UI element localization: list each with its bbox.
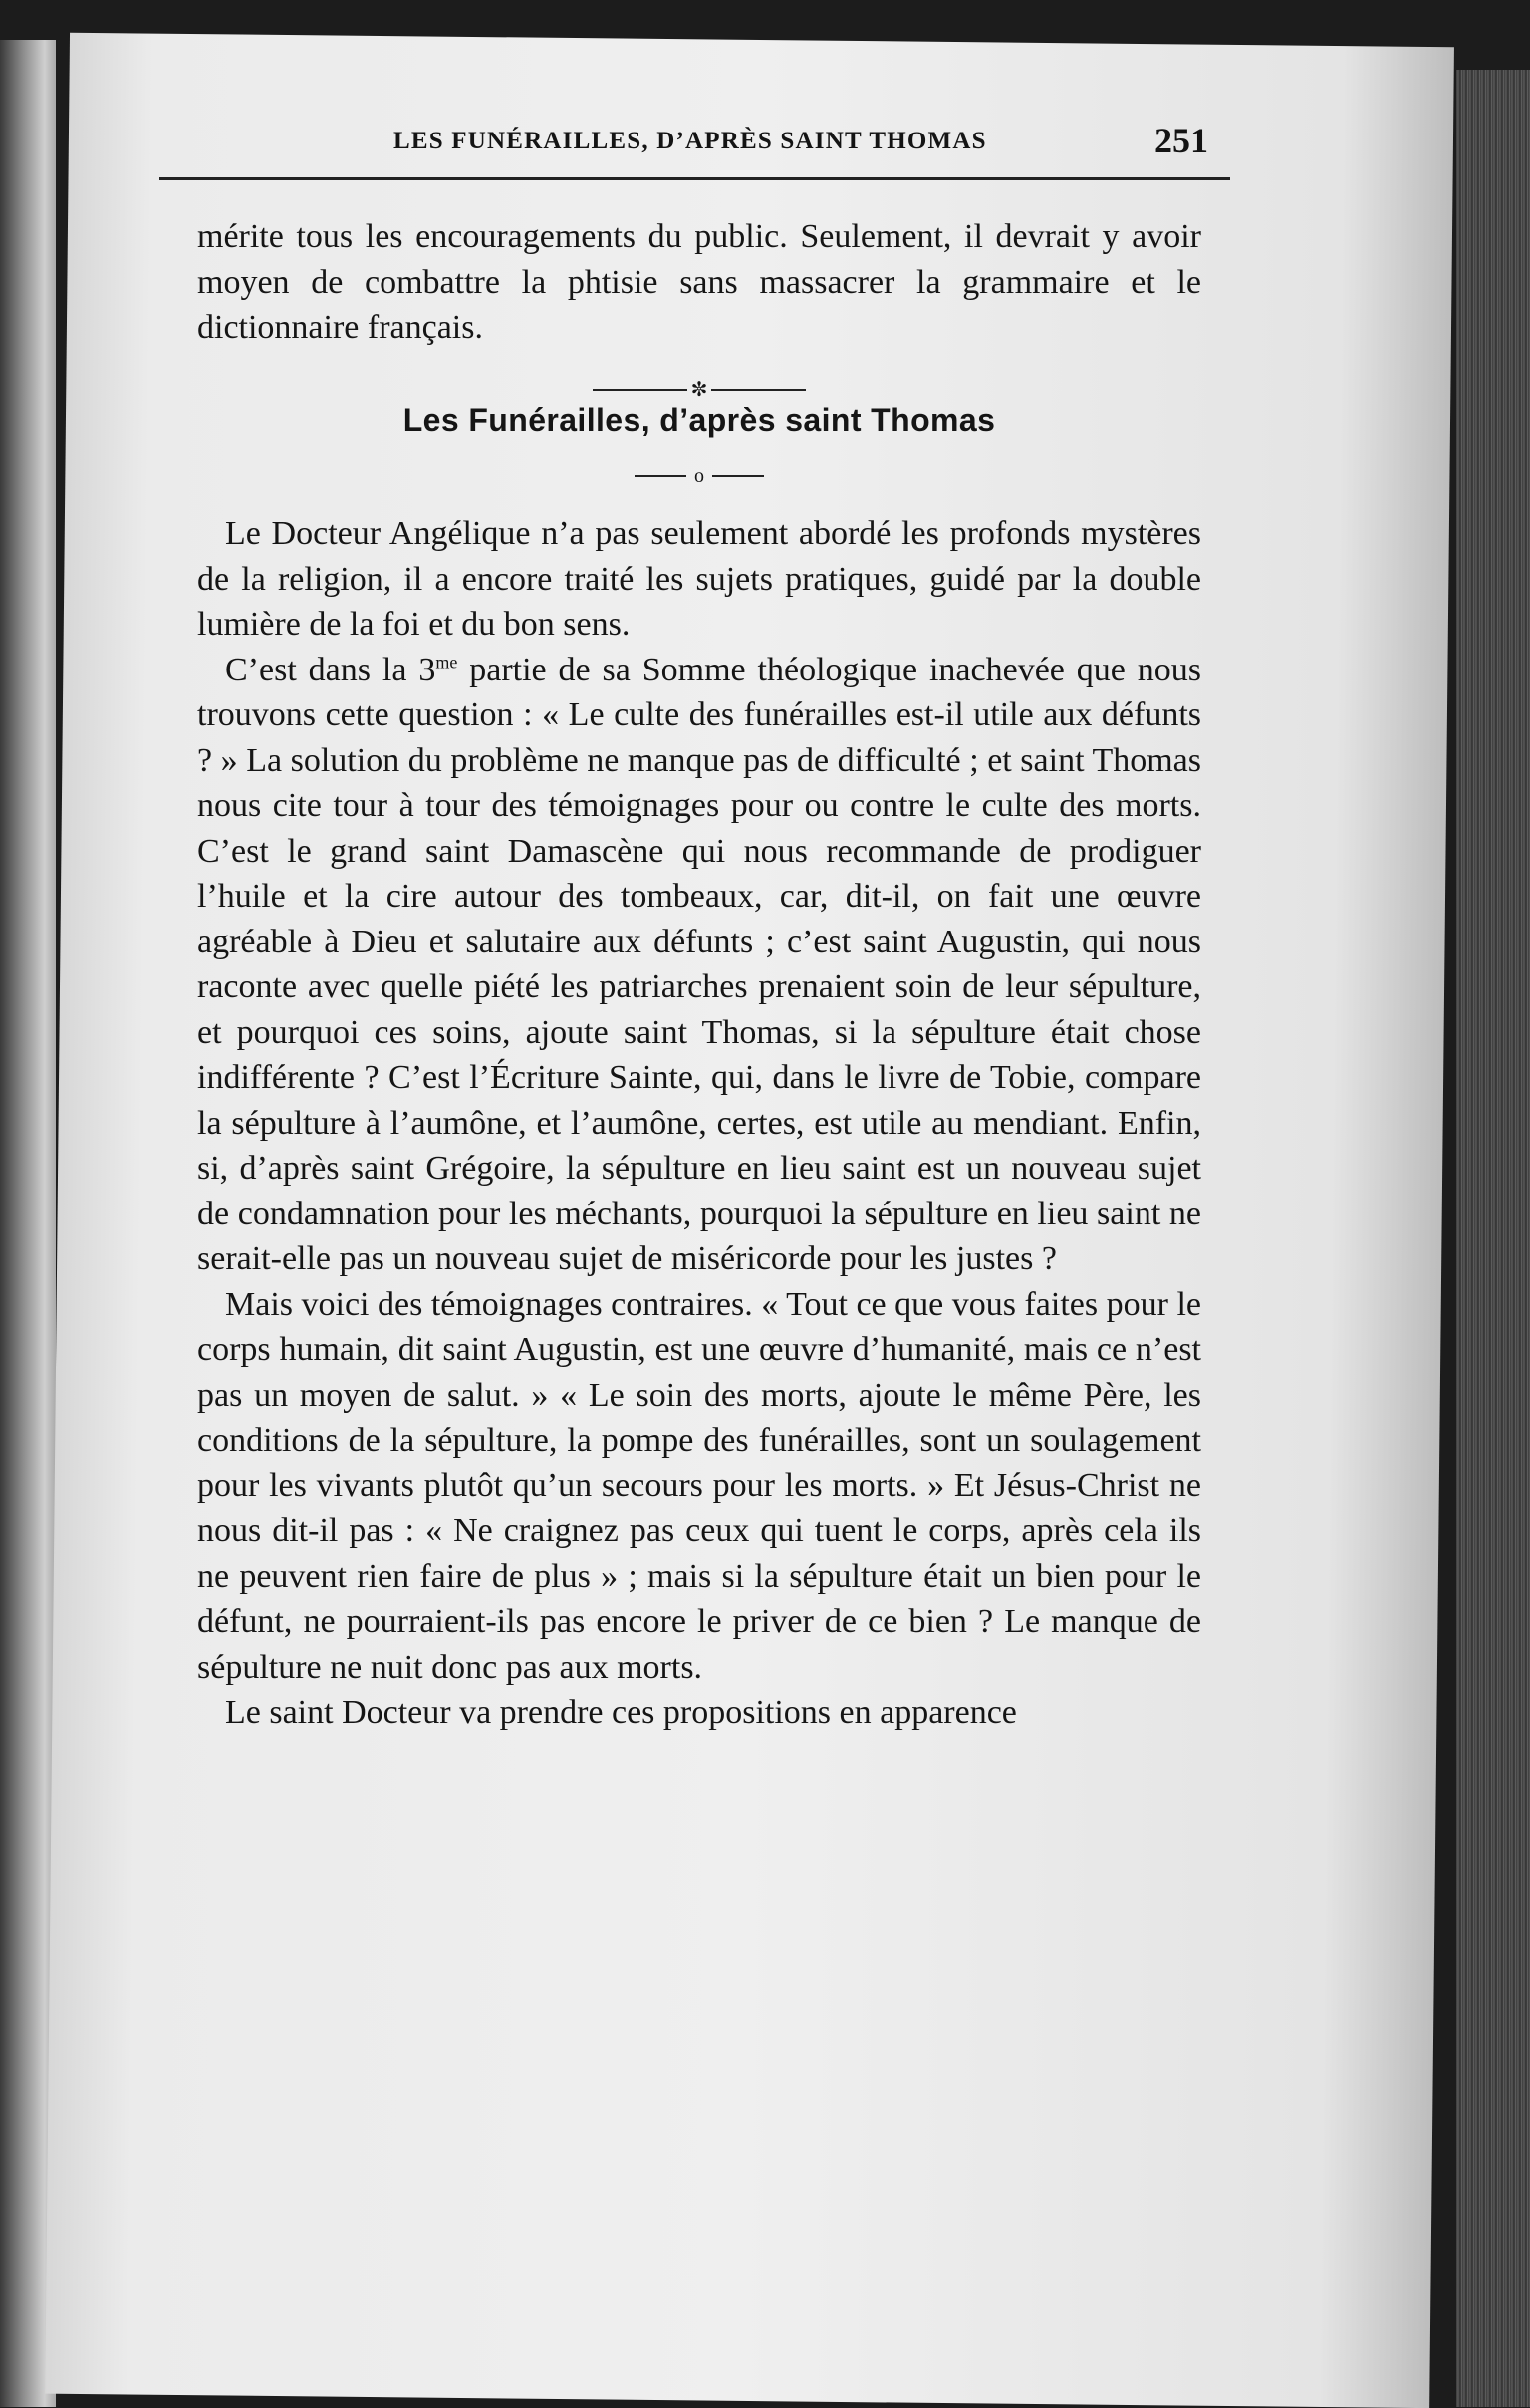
page-number: 251 — [1154, 121, 1208, 160]
paragraph-1: Le Docteur Angélique n’a pas seulement abordé les profonds mystères de la religion, il a encore traité les sujets pratiques, guidé par la double lumière de la foi et du bon sens. — [197, 515, 1201, 644]
ornament-fleuron-icon: ✼ — [690, 376, 708, 401]
page-block-edges — [1456, 70, 1530, 2407]
ordinal-superscript: me — [435, 652, 458, 672]
page-header — [159, 118, 1230, 177]
separator-mark: o — [694, 464, 704, 487]
paragraph-2 — [197, 648, 1201, 1282]
paragraph-3: Mais voici des témoignages contraires. « Tout ce que vous faites pour le corps humain, dit saint Augustin, est une œuvre d’humanité, mais ce n’est pas un moyen de salut. » « Le soin des morts, ajoute le même Père, les conditions de la sépulture, la pompe des funérailles, sont un soulagement pour les vivants plutôt qu’un secours pour les morts. » Et Jésus-Christ ne nous dit-il pas : « Ne craignez pas ceux qui tuent le corps, après cela ils ne peuvent rien faire de plus » ; mais si la sépulture était un bien pour le défunt, ne pourraient-ils pas encore le priver de ce bien ? Le manque de sépulture ne nuit donc pas aux morts. — [197, 1285, 1201, 1686]
ornament-divider — [197, 365, 1201, 401]
ornament-line-right — [711, 389, 806, 391]
title-separator — [197, 453, 1201, 499]
adjacent-page-edge — [0, 40, 56, 2407]
paragraph-2-rest: partie de sa Somme théologique inachevée que nous trouvons cette question : « Le culte des funérailles est-il utile aux défunts ? » La solution du problème ne manque pas de difficulté ; et saint Thomas nous cite tour à tour des témoignages pour ou contre le culte des morts. C’est le grand saint Damascène qui nous recommande de prodiguer l’huile et la cire autour des tombeaux, car, dit-il, on fait une œuvre agréable à Dieu et salutaire aux défunts ; c’est saint Augustin, qui nous raconte avec quelle piété les patriarches prenaient soin de leur sépulture, et pourquoi ces soins, ajoute saint Thomas, si la sépulture était chose indifférente ? C’est l’Écriture Sainte, qui, dans le livre de Tobie, compare la sépulture à l’aumône, et l’aumône, certes, est utile au mendiant. Enfin, si, d’après saint Grégoire, la sépulture en lieu saint est un nouveau sujet de condamnation pour les méchants, pourquoi la sépulture en lieu saint ne serait-elle pas un nouveau sujet de miséricorde pour les justes ? — [197, 651, 1201, 1278]
running-title: LES FUNÉRAILLES, D’APRÈS SAINT THOMAS — [393, 128, 987, 154]
article-title: Les Funérailles, d’après saint Thomas — [402, 401, 996, 438]
paragraph-4: Le saint Docteur va prendre ces propositions en apparence — [225, 1694, 1017, 1732]
page-body — [197, 214, 1201, 1736]
ornament-line-left — [593, 389, 687, 391]
separator-line-right — [712, 475, 764, 477]
paragraph-2-start: C’est dans la 3 — [225, 651, 436, 688]
separator-line-left — [635, 475, 686, 477]
intro-paragraph: mérite tous les encouragements du public. Seulement, il devrait y avoir moyen de combattre la phtisie sans massacrer la grammaire et le dictionnaire français. — [197, 218, 1201, 346]
header-rule — [159, 177, 1230, 180]
